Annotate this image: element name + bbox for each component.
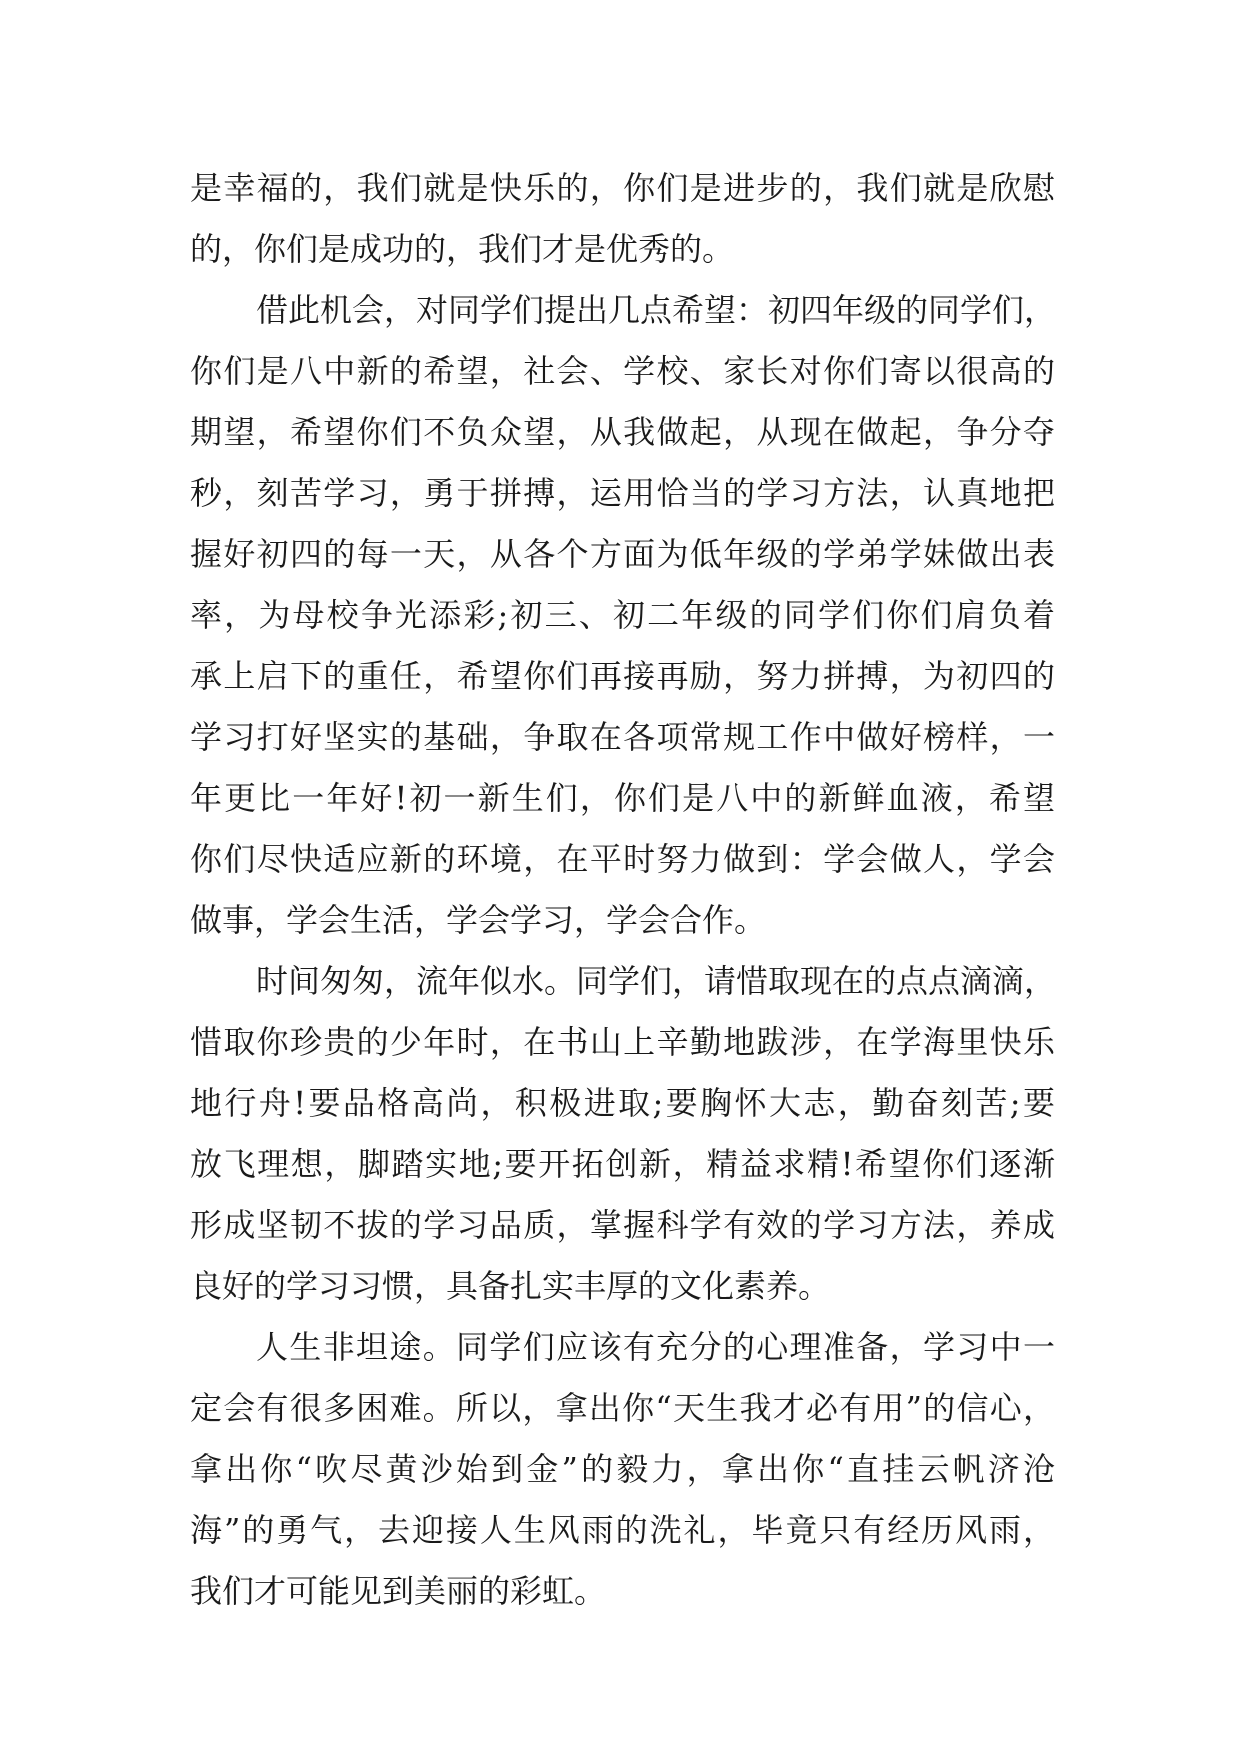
text-line: 做事，学会生活，学会学习，学会合作。 — [190, 901, 767, 939]
document-body — [190, 158, 1055, 1622]
text-line: 海”的勇气，去迎接人生风雨的洗礼，毕竟只有经历风雨， — [190, 1511, 1055, 1549]
text-line: 学习打好坚实的基础，争取在各项常规工作中做好榜样，一 — [190, 718, 1055, 756]
text-line: 是幸福的，我们就是快乐的，你们是进步的，我们就是欣慰 — [190, 169, 1055, 207]
text-line: 我们才可能见到美丽的彩虹。 — [190, 1572, 607, 1610]
text-line: 的，你们是成功的，我们才是优秀的。 — [190, 230, 735, 268]
text-line: 你们是八中新的希望，社会、学校、家长对你们寄以很高的 — [190, 352, 1055, 390]
text-line: 放飞理想，脚踏实地;要开拓创新，精益求精!希望你们逐渐 — [190, 1145, 1055, 1183]
text-line: 形成坚韧不拔的学习品质，掌握科学有效的学习方法，养成 — [190, 1206, 1055, 1244]
text-line: 你们尽快适应新的环境，在平时努力做到：学会做人，学会 — [190, 840, 1055, 878]
text-line: 秒，刻苦学习，勇于拼搏，运用恰当的学习方法，认真地把 — [190, 474, 1055, 512]
text-line: 握好初四的每一天，从各个方面为低年级的学弟学妹做出表 — [190, 535, 1055, 573]
text-line: 良好的学习习惯，具备扎实丰厚的文化素养。 — [190, 1267, 831, 1305]
text-line: 借此机会，对同学们提出几点希望：初四年级的同学们， — [256, 291, 1057, 329]
text-line: 年更比一年好!初一新生们，你们是八中的新鲜血液，希望 — [190, 779, 1055, 817]
paragraph — [190, 280, 1055, 951]
text-line: 期望，希望你们不负众望，从我做起，从现在做起，争分夺 — [190, 413, 1055, 451]
paragraph — [190, 1317, 1055, 1622]
paragraph — [190, 951, 1055, 1317]
text-line: 惜取你珍贵的少年时，在书山上辛勤地跋涉，在学海里快乐 — [190, 1023, 1055, 1061]
text-line: 人生非坦途。同学们应该有充分的心理准备，学习中一 — [256, 1328, 1055, 1366]
text-line: 承上启下的重任，希望你们再接再励，努力拼搏，为初四的 — [190, 657, 1055, 695]
text-line: 定会有很多困难。所以，拿出你“天生我才必有用”的信心， — [190, 1389, 1055, 1427]
paragraph — [190, 158, 1055, 280]
text-line: 拿出你“吹尽黄沙始到金”的毅力，拿出你“直挂云帆济沧 — [190, 1450, 1055, 1488]
text-line: 率，为母校争光添彩;初三、初二年级的同学们你们肩负着 — [190, 596, 1055, 634]
text-line: 时间匆匆，流年似水。同学们，请惜取现在的点点滴滴， — [256, 962, 1057, 1000]
text-line: 地行舟!要品格高尚，积极进取;要胸怀大志，勤奋刻苦;要 — [190, 1084, 1055, 1122]
